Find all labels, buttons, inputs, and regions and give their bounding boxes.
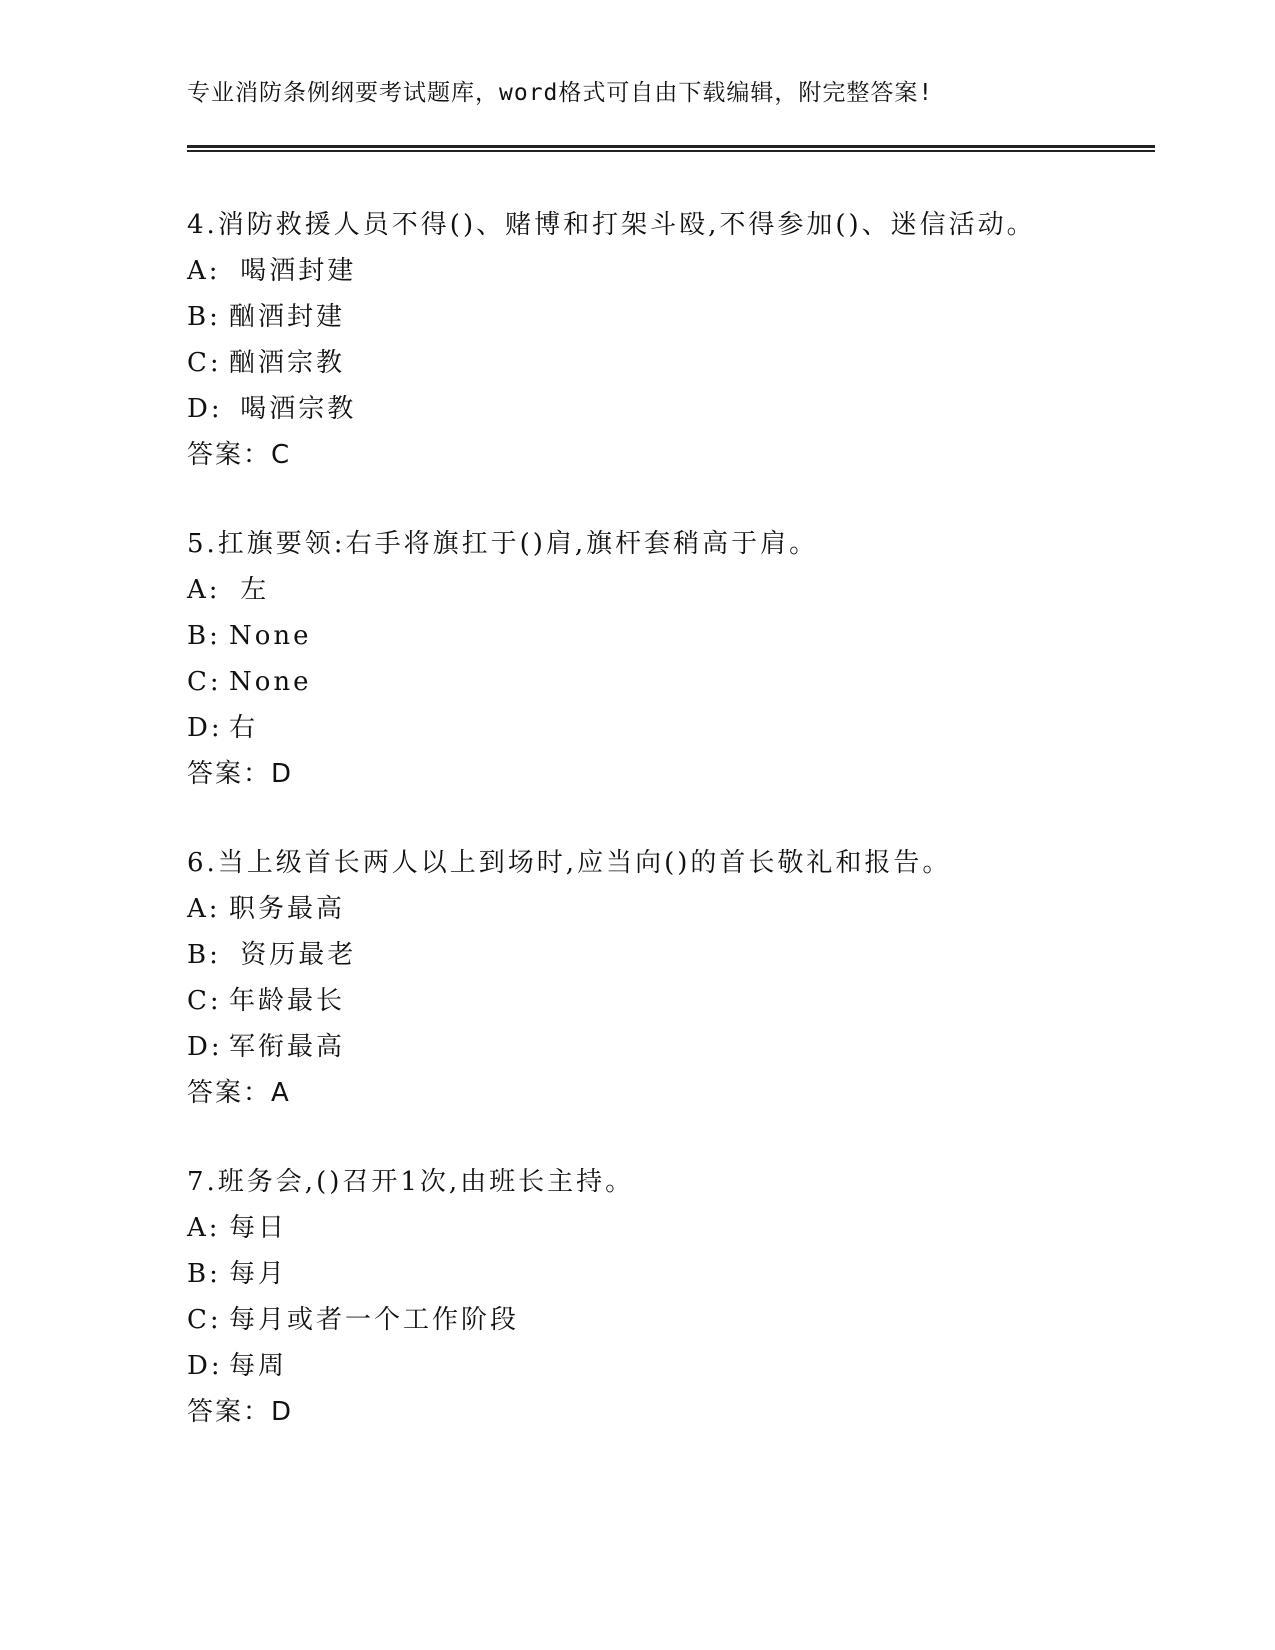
question-stem: 7.班务会,()召开1次,由班长主持。 — [187, 1167, 635, 1197]
option-text: None — [229, 667, 312, 697]
option-letter: A: — [187, 894, 221, 924]
option-text: 军衔最高 — [229, 1032, 346, 1062]
option-letter: A: — [187, 575, 221, 605]
question-7 — [187, 1159, 1155, 1435]
option-d — [187, 1024, 1155, 1070]
page-header: 专业消防条例纲要考试题库，word格式可自由下载编辑，附完整答案! — [187, 80, 934, 106]
option-a — [187, 567, 1155, 613]
option-letter: A: — [187, 1213, 221, 1243]
question-6 — [187, 840, 1155, 1116]
option-b — [187, 294, 1155, 340]
option-text: 左 — [229, 575, 270, 605]
option-letter: D: — [187, 1351, 223, 1381]
option-letter: C: — [187, 1305, 222, 1335]
option-text: 职务最高 — [229, 894, 346, 924]
question-5 — [187, 521, 1155, 797]
option-letter: C: — [187, 667, 222, 697]
answer-line: 答案：C — [187, 440, 292, 470]
option-a — [187, 248, 1155, 294]
option-d — [187, 386, 1155, 432]
option-letter: D: — [187, 394, 223, 424]
question-stem: 4.消防救援人员不得()、赌博和打架斗殴,不得参加()、迷信活动。 — [187, 210, 1036, 240]
option-letter: D: — [187, 713, 223, 743]
option-b — [187, 1251, 1155, 1297]
header-rule-thick — [187, 145, 1155, 148]
option-letter: B: — [187, 1259, 221, 1289]
option-a — [187, 1205, 1155, 1251]
option-letter: C: — [187, 348, 222, 378]
option-letter: A: — [187, 256, 221, 286]
option-text: 每月 — [229, 1259, 288, 1289]
option-a — [187, 886, 1155, 932]
option-text: 喝酒宗教 — [229, 394, 357, 424]
option-c — [187, 1297, 1155, 1343]
option-text: 右 — [229, 713, 259, 743]
option-c — [187, 340, 1155, 386]
option-b — [187, 613, 1155, 659]
option-text: 年龄最长 — [229, 986, 346, 1016]
option-letter: D: — [187, 1032, 223, 1062]
option-text: None — [229, 621, 312, 651]
option-text: 酗酒宗教 — [229, 348, 346, 378]
option-letter: C: — [187, 986, 222, 1016]
question-4 — [187, 202, 1155, 478]
option-c — [187, 659, 1155, 705]
option-text: 每日 — [229, 1213, 288, 1243]
option-text: 资历最老 — [229, 940, 357, 970]
question-stem: 6.当上级首长两人以上到场时,应当向()的首长敬礼和报告。 — [187, 848, 952, 878]
option-c — [187, 978, 1155, 1024]
option-text: 酗酒封建 — [229, 302, 346, 332]
option-text: 喝酒封建 — [229, 256, 357, 286]
option-letter: B: — [187, 621, 221, 651]
question-list — [187, 202, 1155, 1478]
option-d — [187, 705, 1155, 751]
answer-line: 答案：D — [187, 759, 294, 789]
option-b — [187, 932, 1155, 978]
header-rule-thin — [187, 150, 1155, 152]
option-letter: B: — [187, 940, 221, 970]
option-text: 每月或者一个工作阶段 — [229, 1305, 520, 1335]
option-text: 每周 — [229, 1351, 288, 1381]
question-stem: 5.扛旗要领:右手将旗扛于()肩,旗杆套稍高于肩。 — [187, 529, 819, 559]
answer-line: 答案：D — [187, 1397, 294, 1427]
option-d — [187, 1343, 1155, 1389]
answer-line: 答案：A — [187, 1078, 291, 1108]
option-letter: B: — [187, 302, 221, 332]
